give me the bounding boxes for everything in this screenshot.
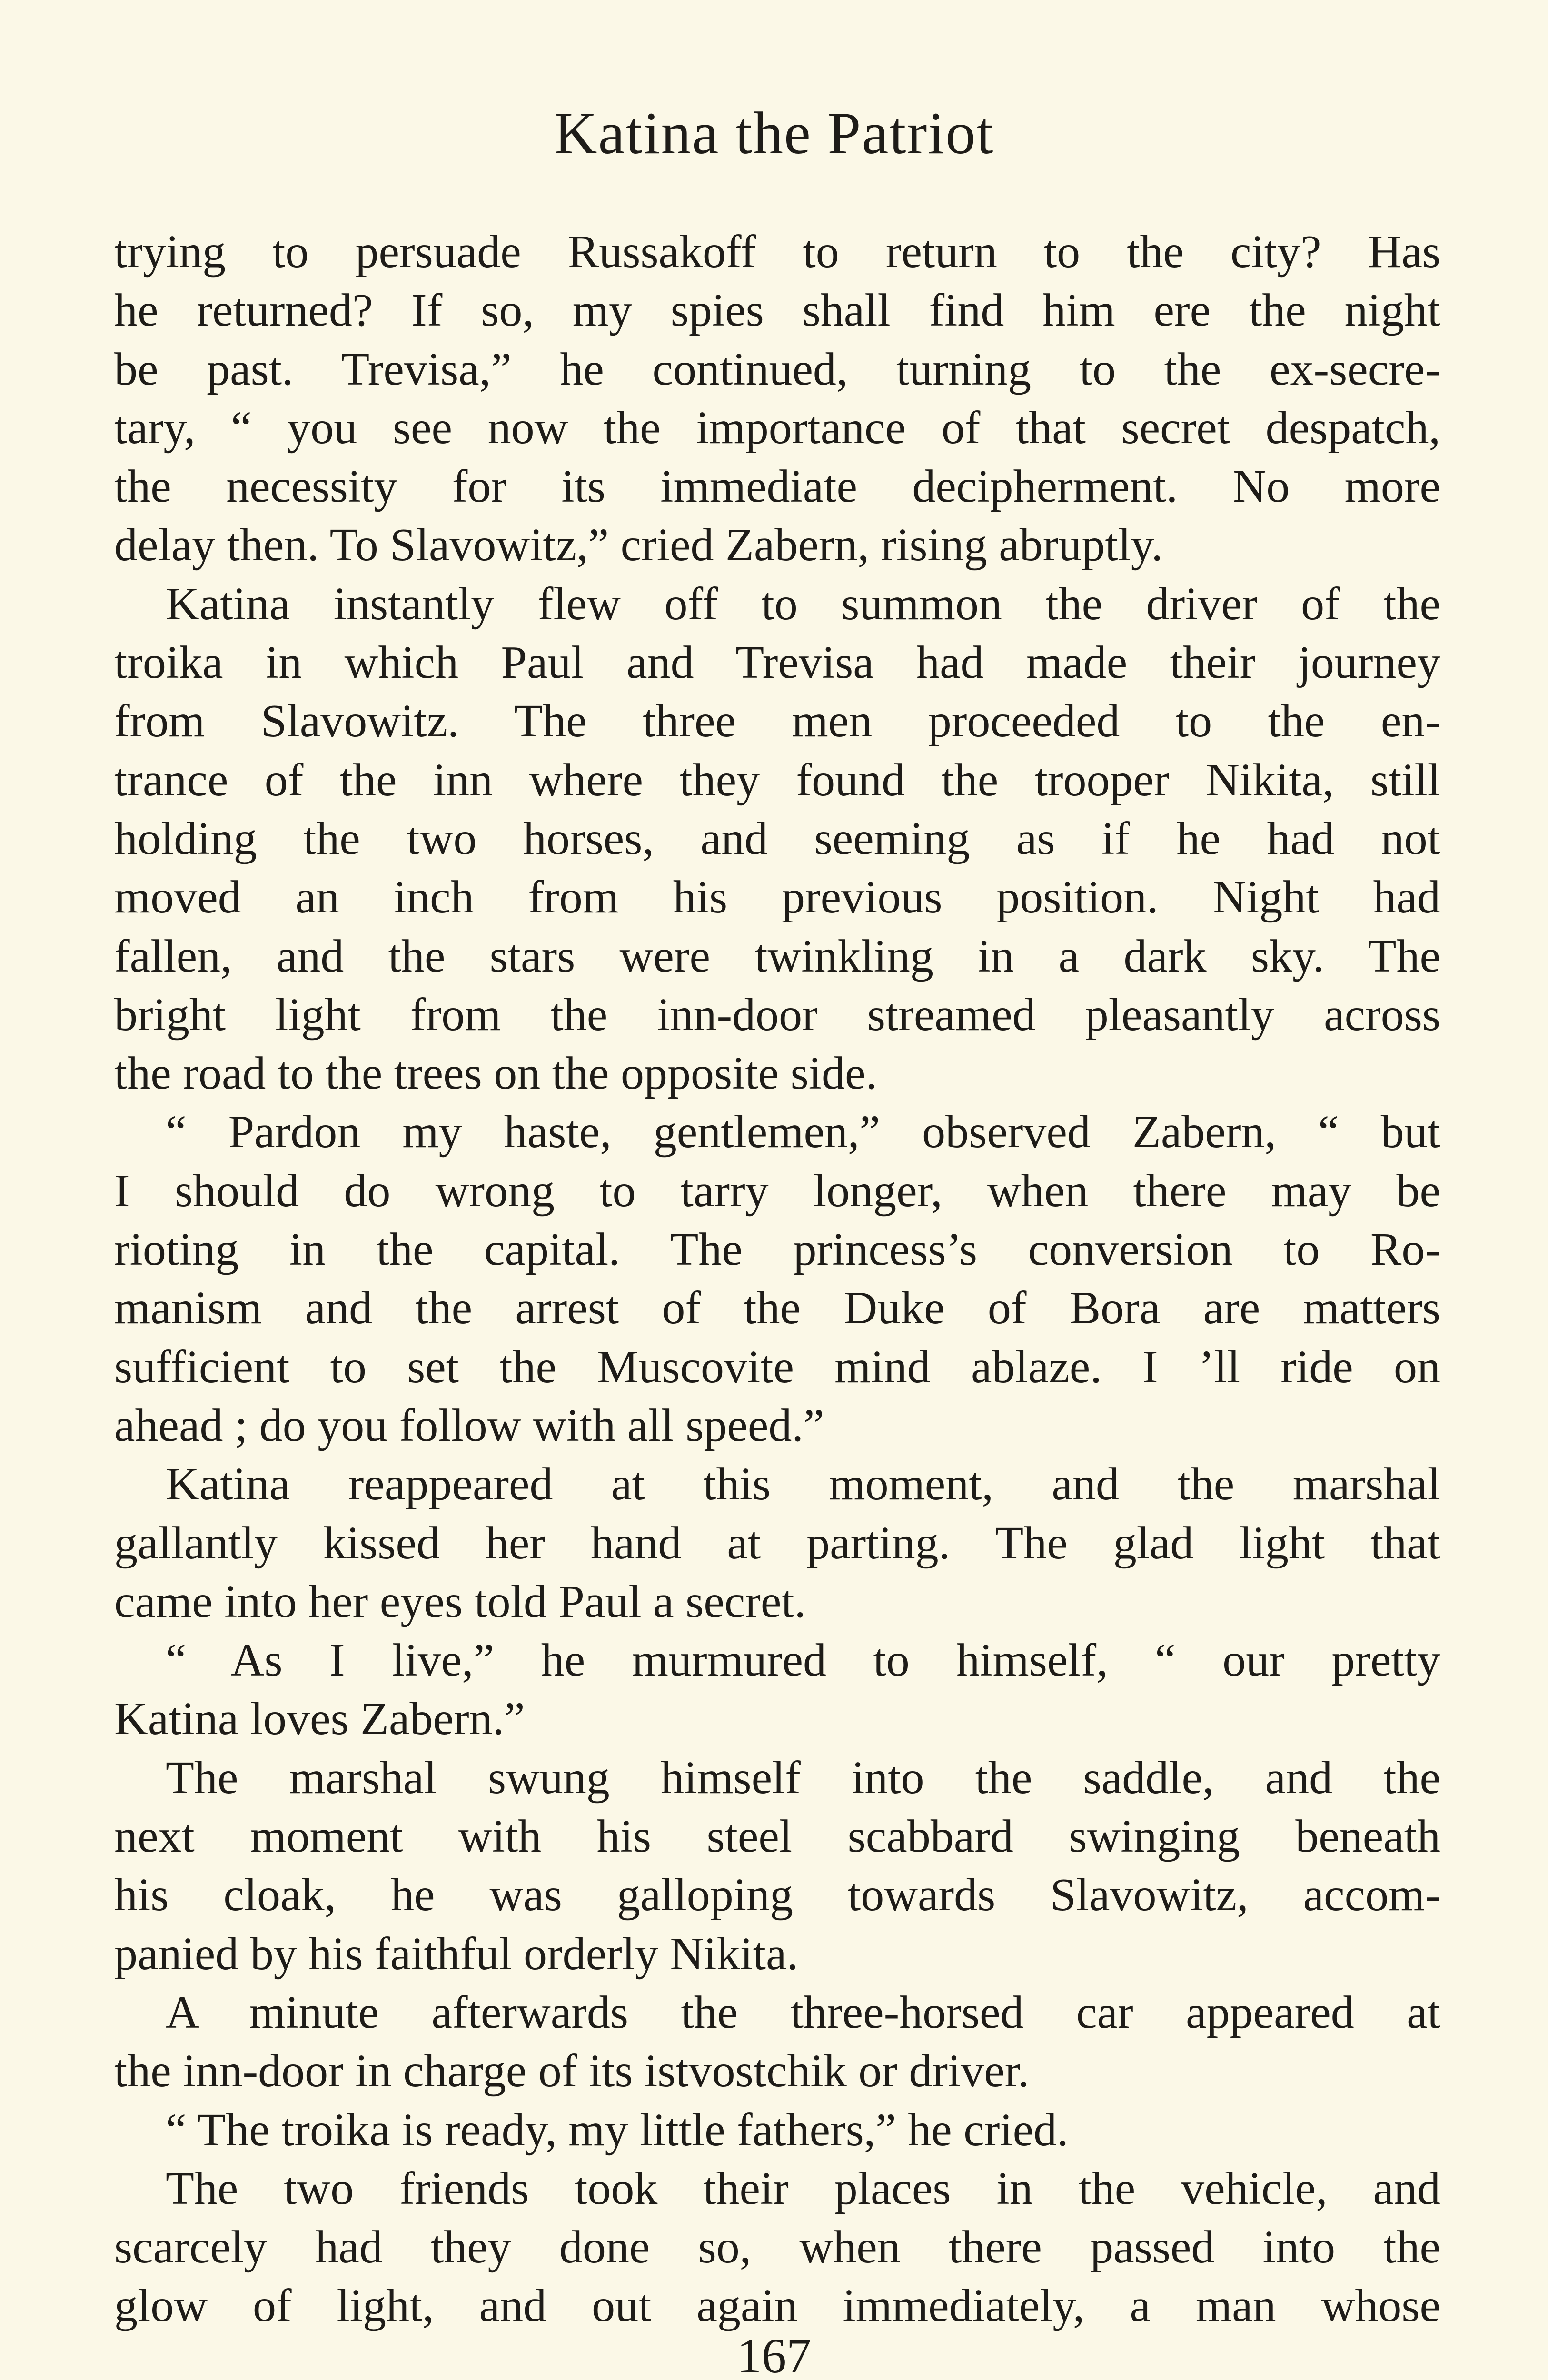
text-line: troika in which Paul and Trevisa had made their journey bbox=[114, 637, 1440, 689]
text-line: “ As I live,” he murmured to himself, “ our pretty bbox=[166, 1635, 1440, 1686]
text-line: trance of the inn where they found the trooper Nikita, still bbox=[114, 754, 1440, 806]
text-line: fallen, and the stars were twinkling in a dark sky. The bbox=[114, 930, 1440, 982]
text-line: A minute afterwards the three-horsed car appeared at bbox=[166, 1986, 1440, 2038]
text-line: bright light from the inn-door streamed pleasantly across bbox=[114, 989, 1440, 1041]
text-line: sufficient to set the Muscovite mind ablaze. I ’ll ride on bbox=[114, 1341, 1440, 1393]
text-line: glow of light, and out again immediately, a man whose bbox=[114, 2280, 1440, 2332]
text-line: The marshal swung himself into the saddle, and the bbox=[166, 1752, 1440, 1804]
text-line: his cloak, he was galloping towards Slavowitz, accom- bbox=[114, 1869, 1440, 1921]
text-line: panied by his faithful orderly Nikita. bbox=[114, 1928, 798, 1980]
text-line: from Slavowitz. The three men proceeded to the en- bbox=[114, 695, 1440, 747]
text-line: “ The troika is ready, my little fathers,” he cried. bbox=[166, 2104, 1069, 2156]
text-line: the inn-door in charge of its istvostchik or driver. bbox=[114, 2045, 1030, 2097]
text-line: tary, “ you see now the importance of that secret despatch, bbox=[114, 402, 1440, 454]
page-number: 167 bbox=[737, 2329, 811, 2380]
text-line: delay then. To Slavowitz,” cried Zabern, rising abruptly. bbox=[114, 519, 1163, 571]
text-line: he returned? If so, my spies shall find him ere the night bbox=[114, 285, 1440, 337]
running-head-title: Katina the Patriot bbox=[554, 100, 994, 167]
text-line: “ Pardon my haste, gentlemen,” observed Zabern, “ but bbox=[166, 1106, 1440, 1158]
text-line: gallantly kissed her hand at parting. The glad light that bbox=[114, 1517, 1440, 1569]
text-line: came into her eyes told Paul a secret. bbox=[114, 1576, 806, 1627]
text-line: I should do wrong to tarry longer, when there may be bbox=[114, 1165, 1440, 1217]
text-line: Katina instantly flew off to summon the driver of the bbox=[166, 578, 1440, 630]
text-line: manism and the arrest of the Duke of Bora are matters bbox=[114, 1282, 1440, 1334]
text-line: the road to the trees on the opposite side. bbox=[114, 1048, 877, 1100]
text-line: scarcely had they done so, when there passed into the bbox=[114, 2221, 1440, 2273]
text-line: The two friends took their places in the vehicle, and bbox=[166, 2162, 1440, 2214]
text-line: trying to persuade Russakoff to return to the city? Has bbox=[114, 226, 1440, 278]
text-line: Katina loves Zabern.” bbox=[114, 1693, 525, 1745]
text-line: moved an inch from his previous position. Night had bbox=[114, 872, 1440, 923]
text-line: be past. Trevisa,” he continued, turning to the ex-secre- bbox=[114, 343, 1440, 395]
text-line: the necessity for its immediate decipherment. No more bbox=[114, 461, 1440, 513]
text-line: Katina reappeared at this moment, and the marshal bbox=[166, 1458, 1440, 1510]
body-text bbox=[114, 223, 1440, 2336]
text-line: next moment with his steel scabbard swinging beneath bbox=[114, 1811, 1440, 1863]
text-line: holding the two horses, and seeming as if he had not bbox=[114, 813, 1440, 864]
text-line: rioting in the capital. The princess’s conversion to Ro- bbox=[114, 1224, 1440, 1276]
text-line: ahead ; do you follow with all speed.” bbox=[114, 1399, 824, 1451]
